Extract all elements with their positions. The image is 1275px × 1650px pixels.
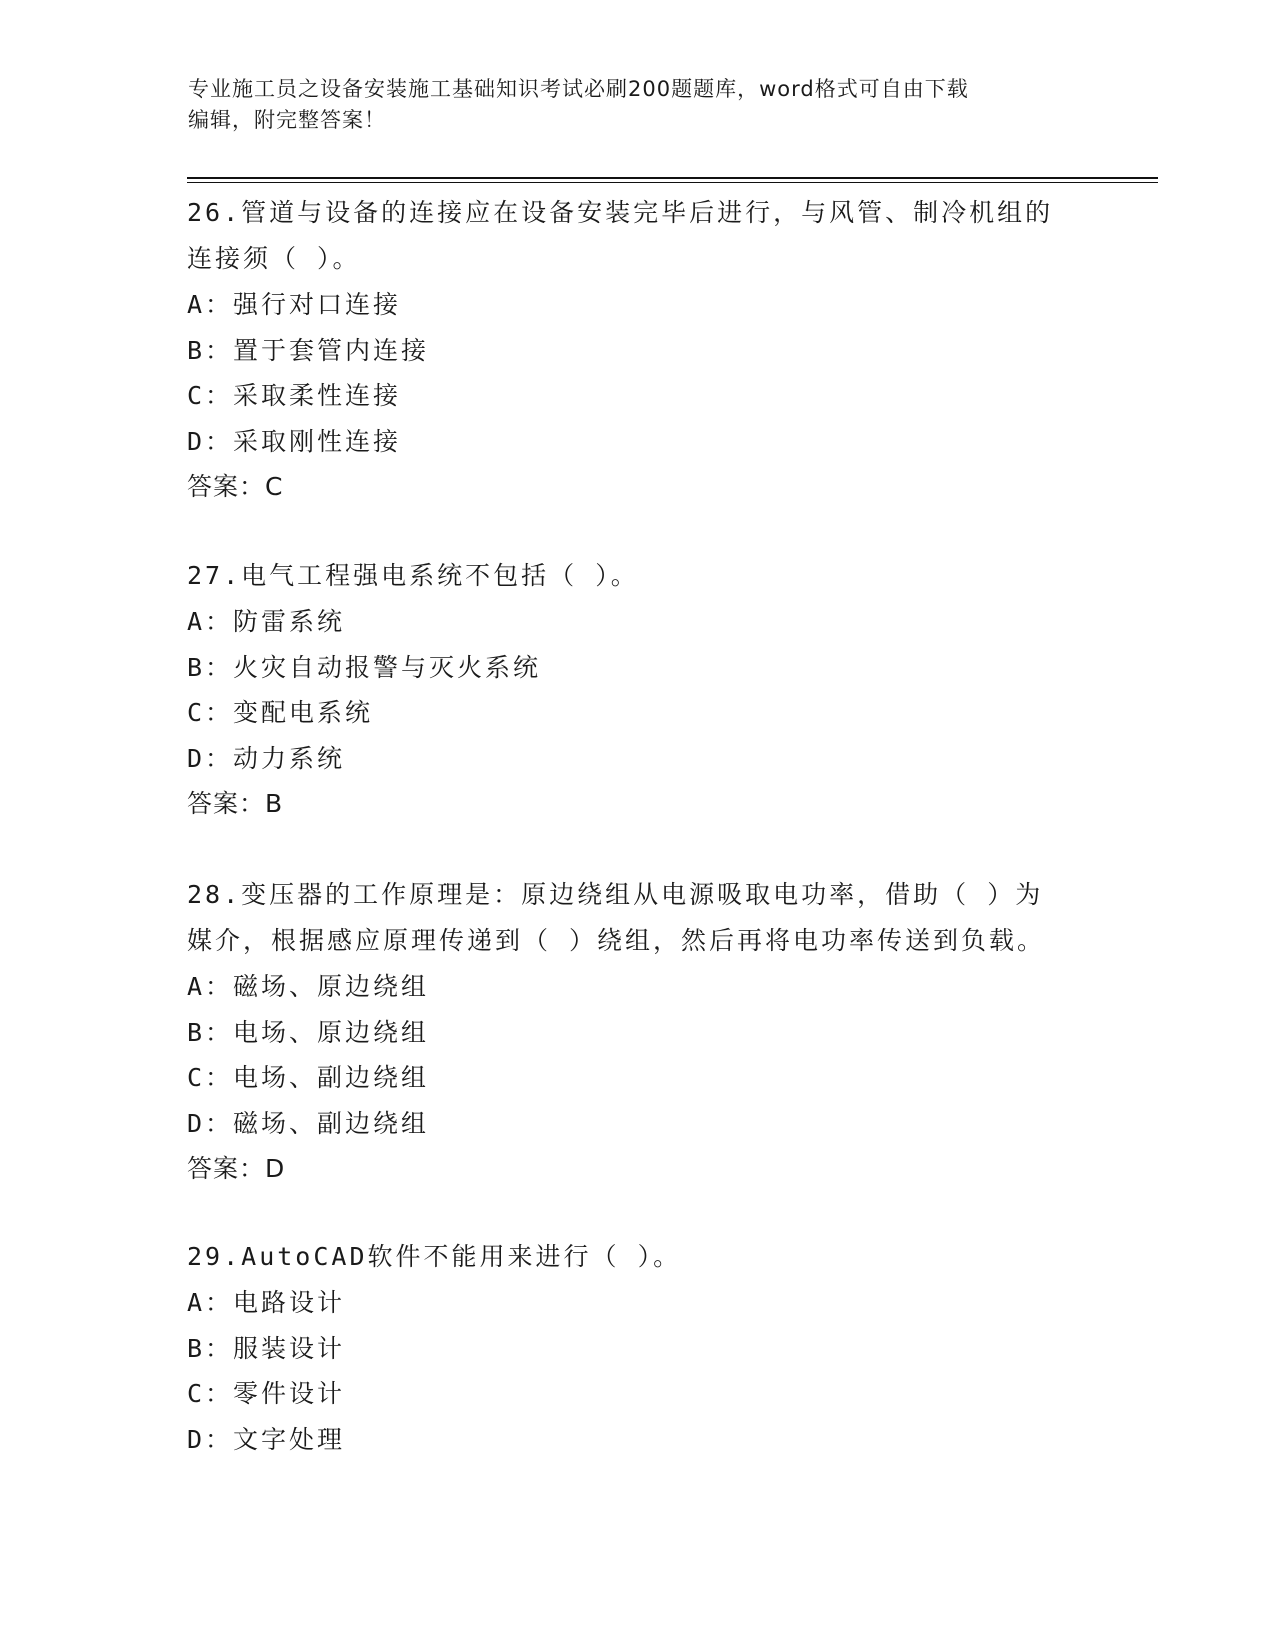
option-b: B：电场、原边绕组 [187,1017,430,1047]
question-28 [187,872,1087,1192]
header-rule-thin [187,182,1158,183]
option-d: D：文字处理 [187,1424,346,1454]
option-a: A：磁场、原边绕组 [187,972,430,1001]
option-b: B：置于套管内连接 [187,335,430,365]
option-c: C：零件设计 [187,1379,346,1408]
stem-line: 28.变压器的工作原理是：原边绕组从电源吸取电功率，借助（ ）为 [187,880,1044,909]
option-a: A：强行对口连接 [187,290,402,319]
stem-line: 媒介，根据感应原理传递到（ ）绕组，然后再将电功率传送到负载。 [187,926,1046,955]
option-c: C：电场、副边绕组 [187,1063,430,1092]
option-a: A：电路设计 [187,1288,346,1317]
option-c: C：变配电系统 [187,698,374,727]
option-d: D：采取刚性连接 [187,426,402,456]
stem-line: 27.电气工程强电系统不包括（ ）。 [187,561,639,590]
option-d: D：磁场、副边绕组 [187,1108,430,1138]
question-stem [187,1234,1087,1280]
header-rule-thick [187,177,1158,179]
option-list [187,1280,1087,1462]
question-stem [187,553,1087,599]
question-stem [187,872,1087,964]
stem-line: 26.管道与设备的连接应在设备安装完毕后进行，与风管、制冷机组的 [187,198,1054,227]
option-a: A：防雷系统 [187,607,346,636]
header-line-2: 编辑，附完整答案！ [188,108,386,132]
stem-line: 29.AutoCAD软件不能用来进行（ ）。 [187,1242,682,1271]
option-list [187,964,1087,1146]
option-d: D：动力系统 [187,743,346,773]
option-c: C：采取柔性连接 [187,381,402,410]
question-27 [187,553,1087,827]
option-b: B：服装设计 [187,1333,346,1363]
document-header [188,74,1068,136]
question-26 [187,190,1087,510]
question-29 [187,1234,1087,1462]
stem-line: 连接须（ ）。 [187,244,361,273]
header-line-1: 专业施工员之设备安装施工基础知识考试必刷200题题库，word格式可自由下载 [188,77,969,101]
option-list [187,599,1087,781]
answer-text: 答案：D [187,1154,286,1183]
answer-text: 答案：C [187,472,284,501]
option-b: B：火灾自动报警与灭火系统 [187,652,542,682]
answer-text: 答案：B [187,789,284,818]
option-list [187,282,1087,464]
question-stem [187,190,1087,282]
